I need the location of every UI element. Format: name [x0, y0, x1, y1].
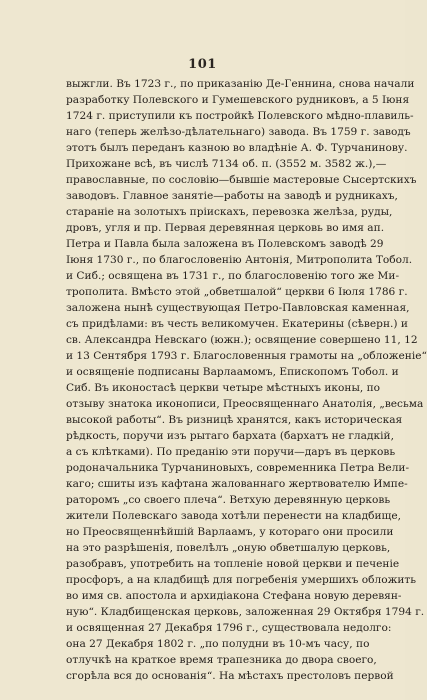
text-line: выжгли. Въ 1723 г., по приказанію Де-Геннина, снова начали — [66, 78, 415, 90]
text-line: высокой работы“. Въ ризницѣ хранятся, какъ историческая — [66, 414, 403, 426]
text-line: наго (теперь желѣзо-дѣлательнаго) завода. Въ 1759 г. заводъ — [66, 126, 411, 138]
text-line: сгорѣла вся до основанія“. На мѣстахъ престоловъ первой — [66, 670, 394, 682]
text-line: съ придѣлами: въ честь великомучен. Екатерины (сѣверн.) и — [66, 318, 408, 330]
text-line: православные, по сословію—бывшіе мастеровые Сысертскихъ — [66, 174, 417, 186]
text-line: и 13 Сентября 1793 г. Благословенныя грамоты на „обложеніе“ — [66, 350, 427, 362]
text-line: стараніе на золотыхъ пріискахъ, перевозка желѣза, руды, — [66, 206, 393, 218]
text-line: трополита. Вмѣсто этой „обветшалой“ церкви 6 Іюля 1786 г. — [66, 286, 408, 298]
text-line: а съ клѣтками). По преданію эти поручи—даръ въ церковь — [66, 446, 396, 458]
text-line: дровъ, угля и пр. Первая деревянная церковь во имя ап. — [66, 222, 385, 234]
text-line: и освященная 27 Декабря 1796 г., существовала недолго: — [66, 622, 392, 634]
text-line: жители Полевскаго завода хотѣли перенести на кладбище, — [66, 510, 402, 522]
text-line: этотъ былъ переданъ казною во владѣніе А. Ф. Турчанинову. — [66, 142, 408, 154]
text-line: каго; сшиты изъ кафтана жалованнаго жертвователю Импе- — [66, 478, 408, 490]
text-line: и освященіе подписаны Варлаамомъ, Епископомъ Тобол. и — [66, 366, 399, 378]
text-line: Сиб. Въ иконостасѣ церкви четыре мѣстныхъ иконы, по — [66, 382, 381, 394]
text-line: ную“. Кладбищенская церковь, заложенная 29 Октября 1794 г. — [66, 606, 425, 618]
text-line: отзыву знатока иконописи, Преосвященнаго Анатолія, „весьма — [66, 398, 424, 410]
text-line: Прихожане всѣ, въ числѣ 7134 об. п. (3552 м. 3582 ж.),— — [66, 158, 387, 170]
page-number: 101 — [188, 57, 217, 72]
text-line: заложена нынѣ существующая Петро-Павловская каменная, — [66, 302, 410, 314]
text-line: и Сиб.; освящена въ 1731 г., по благословенію того же Ми- — [66, 270, 400, 282]
text-line: св. Александра Невскаго (южн.); освящение совершено 11, 12 — [66, 334, 418, 346]
text-line: рѣдкость, поручи изъ рытаго бархата (бархатъ не гладкій, — [66, 430, 394, 442]
text-line: Іюня 1730 г., по благословенію Антонія, Митрополита Тобол. — [66, 254, 413, 266]
text-line: заводовъ. Главное занятіе—работы на заводѣ и рудникахъ, — [66, 190, 398, 202]
text-line: на это разрѣшенія, повелѣлъ „оную обветшалую церковь, — [66, 542, 391, 554]
text-line: отлучкѣ на краткое время трапезника до двора своего, — [66, 654, 377, 666]
text-line: родоначальника Турчаниновыхъ, современника Петра Вели- — [66, 462, 410, 474]
text-line: но Преосвященнѣйшій Варлаамъ, у котораго они просили — [66, 526, 394, 538]
text-line: разобравъ, употребить на топленіе новой церкви и печеніе — [66, 558, 400, 570]
text-line: раторомъ „со своего плеча“. Ветхую деревянную церковь — [66, 494, 391, 506]
text-line: разработку Полевского и Гумешевского рудниковъ, а 5 Іюня — [66, 94, 410, 106]
text-line: 1724 г. приступили къ постройкѣ Полевского мѣдно-плавиль- — [66, 110, 414, 122]
text-line: во имя св. апостола и архидіакона Стефана новую деревян- — [66, 590, 402, 602]
text-line: просфоръ, а на кладбищѣ для погребенія умершихъ обложить — [66, 574, 417, 586]
text-line: Петра и Павла была заложена въ Полевскомъ заводѣ 29 — [66, 238, 384, 250]
text-line: она 27 Декабря 1802 г. „по полудни въ 10-мъ часу, по — [66, 638, 370, 650]
